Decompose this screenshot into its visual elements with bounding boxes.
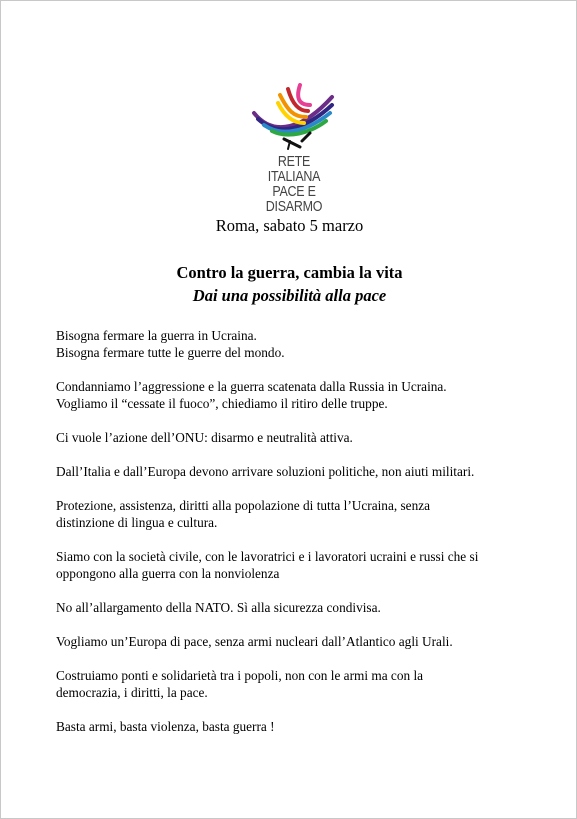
paragraph-line: Siamo con la società civile, con le lavoratrici e i lavoratori ucraini e russi che si <box>56 549 479 564</box>
logo-line-2: PACE E DISARMO <box>265 184 323 215</box>
paragraph <box>56 718 556 735</box>
paragraph <box>56 429 556 446</box>
paragraph <box>56 463 556 480</box>
document-title: Contro la guerra, cambia la vita <box>176 263 403 282</box>
paragraph-line: democrazia, i diritti, la pace. <box>56 685 208 700</box>
logo-wordmark <box>251 155 337 215</box>
paragraph-line: distinzione di lingua e cultura. <box>56 515 218 530</box>
paragraph <box>56 633 556 650</box>
logo-line-1: RETE ITALIANA <box>267 154 321 185</box>
paragraph-line: Vogliamo il “cessate il fuoco”, chiediamo il ritiro delle truppe. <box>56 396 388 411</box>
paragraph-line: Condanniamo l’aggressione e la guerra scatenata dalla Russia in Ucraina. <box>56 379 447 394</box>
paragraph <box>56 327 556 361</box>
paragraph-line: Bisogna fermare la guerra in Ucraina. <box>56 328 257 343</box>
paragraph <box>56 497 556 531</box>
document-body <box>56 327 556 752</box>
paragraph-line: Protezione, assistenza, diritti alla popolazione di tutta l’Ucraina, senza <box>56 498 431 513</box>
paragraph-line: Vogliamo un’Europa di pace, senza armi nucleari dall’Atlantico agli Urali. <box>56 634 453 649</box>
paragraph <box>56 599 556 616</box>
paragraph-line: oppongono alla guerra con la nonviolenza <box>56 566 280 581</box>
paragraph <box>56 378 556 412</box>
paragraph <box>56 548 556 582</box>
paragraph-line: Bisogna fermare tutte le guerre del mondo. <box>56 345 285 360</box>
paragraph <box>56 667 556 701</box>
paragraph-line: Costruiamo ponti e solidarietà tra i popoli, non con le armi ma con la <box>56 668 424 683</box>
paragraph-line: No all’allargamento della NATO. Sì alla sicurezza condivisa. <box>56 600 381 615</box>
paragraph-line: Dall’Italia e dall’Europa devono arrivare soluzioni politiche, non aiuti militari. <box>56 464 475 479</box>
document-date: Roma, sabato 5 marzo <box>215 216 364 235</box>
paragraph-line: Basta armi, basta violenza, basta guerra ! <box>56 719 275 734</box>
document-subtitle: Dai una possibilità alla pace <box>192 286 387 305</box>
paragraph-line: Ci vuole l’azione dell’ONU: disarmo e neutralità attiva. <box>56 430 353 445</box>
dove-rainbow-logo-icon <box>244 83 344 155</box>
rete-pace-disarmo-logo <box>244 83 344 215</box>
